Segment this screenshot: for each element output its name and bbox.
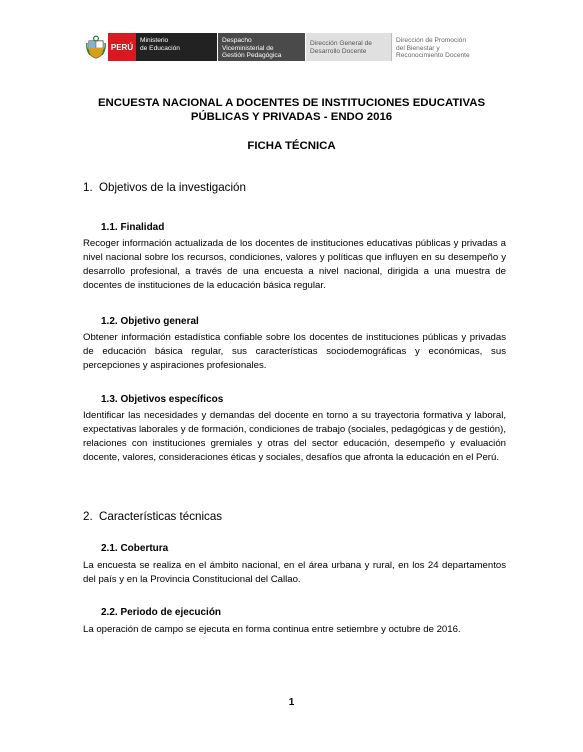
- header-block-line: Ministerio: [140, 37, 169, 44]
- header-block-direccion-general: [306, 33, 392, 61]
- header-block-line: Reconocimiento Docente: [396, 52, 470, 60]
- header-block-despacho: [218, 33, 306, 61]
- header-block-line: Gestión Pedagógica: [222, 52, 282, 60]
- paragraph-finalidad: Recoger información actualizada de los docentes de instituciones educativas públicas y privadas a nivel nacional sobre los recursos, condiciones, valores y políticas que influyen en su desempeño y desarrollo profesional, a través de una encuesta a nivel nacional, dirigida a una muestra de docentes de instituciones de la educación básica regular.: [83, 238, 506, 291]
- header-block-line: Viceministerial de: [222, 44, 274, 52]
- peru-coat-of-arms-icon: [84, 33, 108, 61]
- header-block-line: del Bienestar y: [396, 44, 440, 52]
- header-block-line: Dirección General de: [310, 40, 372, 47]
- section-number: 1.: [83, 181, 93, 194]
- peru-logo-box: [108, 33, 136, 61]
- subsection-heading-1-3: 1.3. Objetivos específicos: [101, 394, 224, 405]
- paragraph-objetivos-especificos: Identificar las necesidades y demandas del docente en torno a su trayectoria formativa y laboral, expectativas laborales y de formación, condiciones de trabajo (sociales, pedagógicas y de gestión), relaciones con instituciones gremiales y otras del sector educación, desempeño y evaluación docente, valores, consideraciones éticas y sociales, desafíos que afronta la educación en el Perú.: [83, 410, 506, 463]
- header-block-line: Desarrollo Docente: [310, 47, 367, 55]
- header-block-line: de Educación: [140, 44, 180, 52]
- subsection-heading-1-1: 1.1. Finalidad: [101, 222, 165, 233]
- section-number: 2.: [83, 510, 93, 523]
- country-label: PERÚ: [110, 42, 134, 52]
- paragraph-objetivo-general: Obtener información estadística confiable sobre los docentes de instituciones públicas y privadas de educación básica regular, sus características sociodemográficas y económicas, sus percepciones y aspiraciones profesionales.: [83, 332, 506, 371]
- page-number: 1: [288, 697, 295, 708]
- subsection-heading-2-2: 2.2. Periodo de ejecución: [101, 607, 222, 618]
- document-title-line-2: PÚBLICAS Y PRIVADAS - ENDO 2016: [190, 111, 393, 123]
- document-subtitle: FICHA TÉCNICA: [247, 140, 336, 152]
- paragraph-cobertura: La encuesta se realiza en el ámbito nacional, en el área urbana y rural, en los 24 departamentos del país y en la Provincia Constitucional del Callao.: [83, 560, 506, 585]
- section-heading-1: [83, 181, 246, 194]
- section-heading-text: Características técnicas: [99, 510, 223, 523]
- section-heading-text: Objetivos de la investigación: [99, 181, 246, 194]
- subsection-heading-2-1: 2.1. Cobertura: [101, 543, 169, 554]
- section-heading-2: [83, 510, 222, 523]
- document-title: [80, 96, 503, 124]
- header-block-direccion-promocion: [392, 33, 484, 61]
- header-bar: [84, 33, 484, 61]
- document-title-line-1: ENCUESTA NACIONAL A DOCENTES DE INSTITUCIONES EDUCATIVAS: [97, 97, 486, 109]
- header-block-line: Dirección de Promoción: [396, 37, 466, 44]
- header-block-ministerio: [136, 33, 218, 61]
- header-block-line: Despacho: [222, 37, 252, 44]
- subsection-heading-1-2: 1.2. Objetivo general: [101, 316, 199, 327]
- paragraph-periodo-ejecucion: La operación de campo se ejecuta en forma continua entre setiembre y octubre de 2016.: [83, 624, 461, 635]
